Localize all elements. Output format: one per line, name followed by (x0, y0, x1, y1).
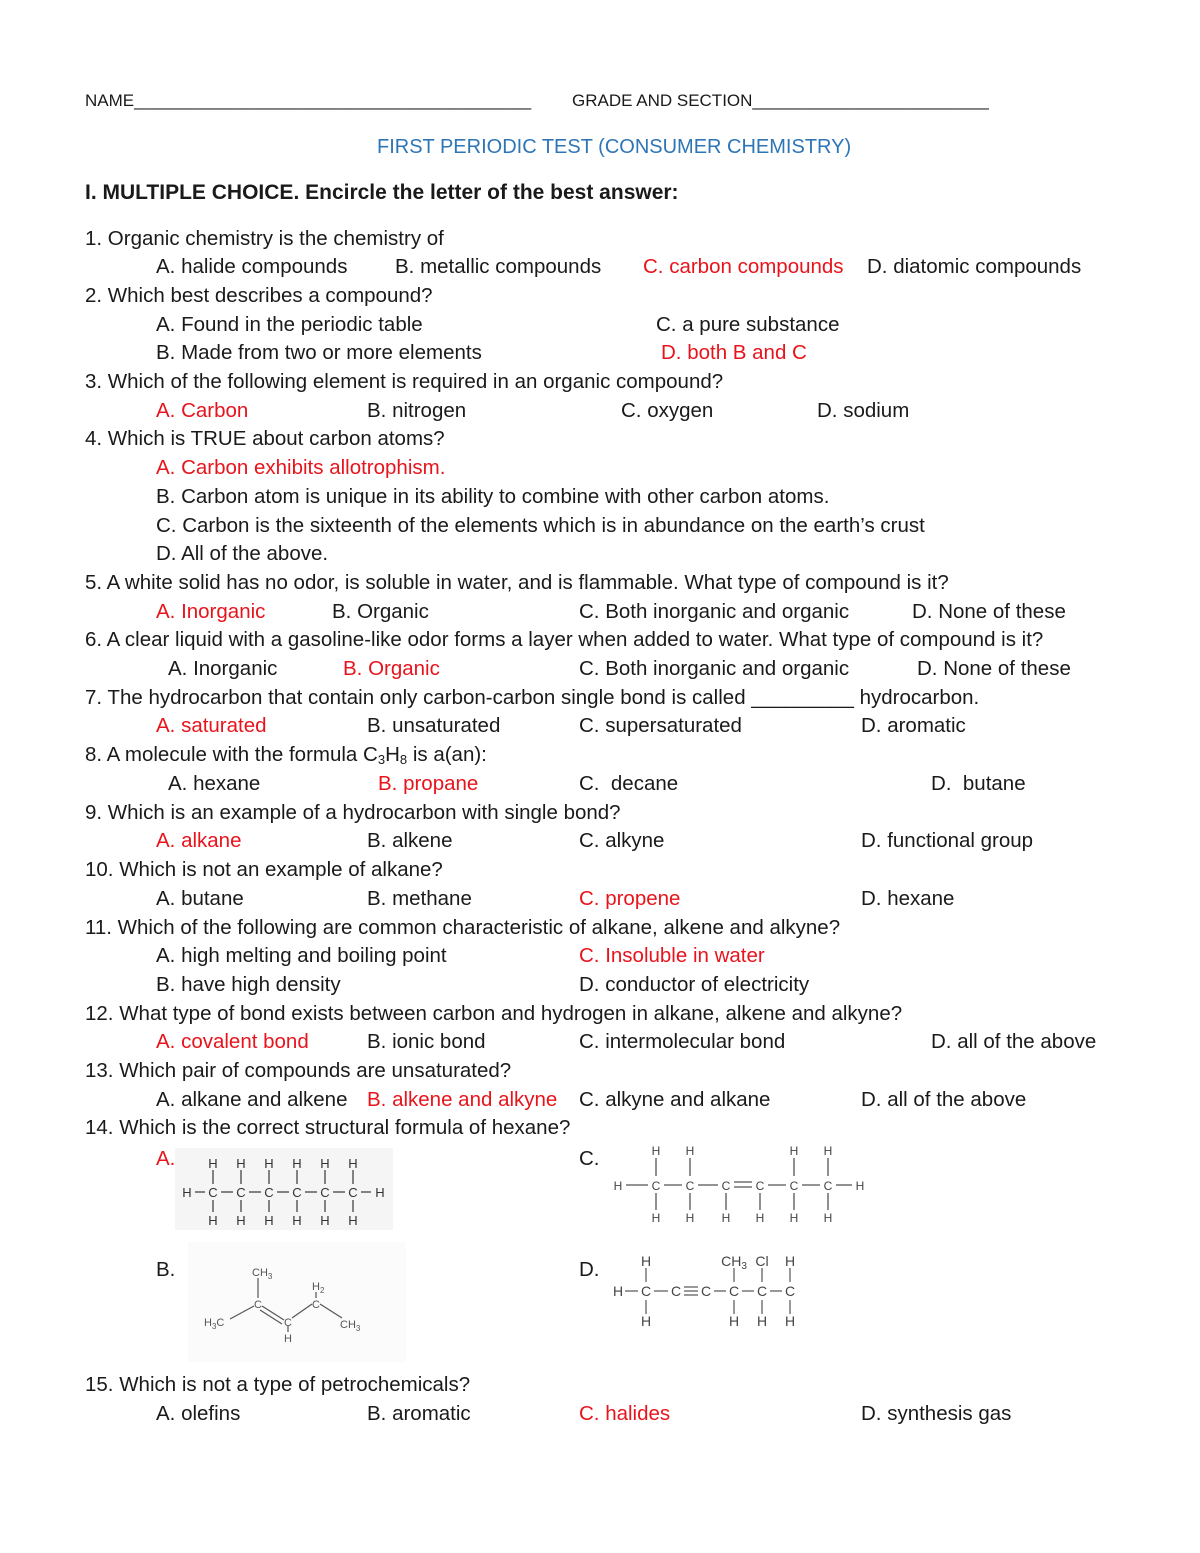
page-title: FIRST PERIODIC TEST (CONSUMER CHEMISTRY) (377, 136, 852, 158)
q4-choice-b: B. Carbon atom is unique in its ability to combine with other carbon atoms. (156, 485, 830, 508)
q12-choice-c: C. intermolecular bond (579, 1030, 786, 1053)
q10-choice-b: B. methane (367, 887, 472, 910)
atom-h: H (612, 1283, 624, 1299)
q7-choice-a: A. saturated (156, 714, 267, 737)
q4-choice-a: A. Carbon exhibits allotrophism. (156, 456, 446, 479)
grade-label: GRADE AND SECTION (572, 91, 753, 110)
question-5-stem: 5. A white solid has no odor, is soluble in water, and is flammable. What type of compound is it? (85, 571, 949, 594)
question-2-stem: 2. Which best describes a compound? (85, 284, 433, 307)
name-label: NAME (85, 91, 135, 110)
atom-c: C (755, 1179, 765, 1193)
atom-h: H (264, 1213, 274, 1228)
section-heading: I. MULTIPLE CHOICE. Encircle the letter of the best answer: (85, 181, 679, 204)
question-6-stem: 6. A clear liquid with a gasoline-like odor forms a layer when added to water. What type of compound is it? (85, 628, 1044, 651)
methyl-group-right: $CH_3$ (340, 1319, 361, 1333)
q8-sub-2: 8 (399, 752, 408, 767)
q8-choice-a: A. hexane (168, 772, 261, 795)
q4-choice-c: C. Carbon is the sixteenth of the elements which is in abundance on the earth’s crust (156, 514, 925, 537)
question-13-stem: 13. Which pair of compounds are unsaturated? (85, 1059, 512, 1082)
atom-c: C (700, 1283, 712, 1299)
atom-h: H (208, 1156, 218, 1171)
atom-h: H (348, 1213, 358, 1228)
question-12-stem: 12. What type of bond exists between carbon and hydrogen in alkane, alkene and alkyne? (85, 1002, 903, 1025)
atom-c: C (640, 1283, 652, 1299)
atom-h: H (613, 1179, 623, 1193)
atom-h: H (756, 1313, 768, 1329)
q1-choice-b: B. metallic compounds (395, 255, 602, 278)
q5-choice-c: C. Both inorganic and organic (579, 600, 850, 623)
atom-c: C (208, 1185, 218, 1200)
atom-h: H (640, 1253, 652, 1269)
q9-choice-b: B. alkene (367, 829, 453, 852)
atom-h: H (789, 1211, 799, 1225)
q13-choice-a: A. alkane and alkene (156, 1088, 348, 1111)
q12-choice-a: A. covalent bond (156, 1030, 309, 1053)
q9-choice-d: D. functional group (861, 829, 1034, 852)
q10-choice-c: C. propene (579, 887, 681, 910)
q8-stem-pre: 8. A molecule with the formula C (85, 743, 378, 766)
atom-h: H (755, 1211, 765, 1225)
atom-h: H (208, 1213, 218, 1228)
atom-h: H (651, 1144, 661, 1158)
atom-h: H (685, 1144, 695, 1158)
atom-h: H (236, 1156, 246, 1171)
q1-choice-c: C. carbon compounds (643, 255, 844, 278)
atom-h: H (728, 1313, 740, 1329)
atom-h: H (320, 1156, 330, 1171)
atom-h: H (320, 1213, 330, 1228)
atom-h: H (651, 1211, 661, 1225)
q6-choice-a: A. Inorganic (168, 657, 278, 680)
q5-choice-a: A. Inorganic (156, 600, 266, 623)
q5-choice-d: D. None of these (912, 600, 1066, 623)
atom-c: C (651, 1179, 661, 1193)
structure-c-atoms (614, 1144, 865, 1225)
chlorine-atom: Cl (755, 1253, 769, 1269)
q3-choice-a: A. Carbon (156, 399, 249, 422)
structure-a-hexane (175, 1148, 393, 1230)
atom-c: C (284, 1317, 292, 1329)
q3-choice-b: B. nitrogen (367, 399, 467, 422)
atom-h: H (348, 1156, 358, 1171)
atom-h: H (264, 1156, 274, 1171)
atom-h: H (789, 1144, 799, 1158)
atom-c: C (784, 1283, 796, 1299)
q13-choice-d: D. all of the above (861, 1088, 1027, 1111)
structure-d-chloro-alkyne (612, 1254, 808, 1328)
q6-choice-b: B. Organic (343, 657, 440, 680)
atom-c: C (756, 1283, 768, 1299)
q14-choice-d: D. (579, 1258, 600, 1281)
atom-h: H (292, 1156, 302, 1171)
q10-choice-a: A. butane (156, 887, 244, 910)
atom-c: C (320, 1185, 330, 1200)
atom-h: H (292, 1213, 302, 1228)
question-10-stem: 10. Which is not an example of alkane? (85, 858, 443, 881)
q11-choice-d: D. conductor of electricity (579, 973, 810, 996)
question-9-stem: 9. Which is an example of a hydrocarbon with single bond? (85, 801, 621, 824)
atom-h: H (823, 1211, 833, 1225)
structure-c-hexene (608, 1140, 872, 1228)
q2-choice-d: D. both B and C (661, 341, 807, 364)
atom-h: H (784, 1253, 796, 1269)
name-line (85, 88, 531, 114)
question-3-stem: 3. Which of the following element is required in an organic compound? (85, 370, 724, 393)
atom-h: H (375, 1185, 385, 1200)
q7-choice-c: C. supersaturated (579, 714, 742, 737)
atom-h: H (284, 1333, 292, 1345)
atom-h: H (855, 1179, 865, 1193)
q14-choice-b: B. (156, 1258, 176, 1281)
q11-choice-a: A. high melting and boiling point (156, 944, 447, 967)
q2-choice-b: B. Made from two or more elements (156, 341, 482, 364)
q15-choice-c: C. halides (579, 1402, 671, 1425)
grade-blank: _________________________ (752, 91, 989, 110)
atom-c: C (236, 1185, 246, 1200)
q1-choice-a: A. halide compounds (156, 255, 348, 278)
atom-c: C (728, 1283, 740, 1299)
question-14-stem: 14. Which is the correct structural formula of hexane? (85, 1116, 571, 1139)
q4-choice-d: D. All of the above. (156, 542, 329, 565)
q9-choice-a: A. alkane (156, 829, 242, 852)
q13-choice-c: C. alkyne and alkane (579, 1088, 771, 1111)
q5-choice-b: B. Organic (332, 600, 429, 623)
q8-sub-1: 3 (377, 752, 386, 767)
q15-choice-a: A. olefins (156, 1402, 241, 1425)
atom-h: H (685, 1211, 695, 1225)
atom-c: C (721, 1179, 731, 1193)
atom-c: C (292, 1185, 302, 1200)
q6-choice-c: C. Both inorganic and organic (579, 657, 850, 680)
question-7-stem: 7. The hydrocarbon that contain only carbon-carbon single bond is called _________ hydrocarbon. (85, 686, 980, 709)
q15-choice-d: D. synthesis gas (861, 1402, 1012, 1425)
q12-choice-d: D. all of the above (931, 1030, 1097, 1053)
q8-stem-mid: H (385, 743, 400, 766)
atom-c: C (348, 1185, 358, 1200)
q15-choice-b: B. aromatic (367, 1402, 471, 1425)
atom-c: C (670, 1283, 682, 1299)
atom-c: C (823, 1179, 833, 1193)
q13-choice-b: B. alkene and alkyne (367, 1088, 558, 1111)
q11-choice-b: B. have high density (156, 973, 341, 996)
question-8-stem (85, 742, 487, 768)
grade-section-line (572, 88, 989, 114)
q10-choice-d: D. hexane (861, 887, 955, 910)
q3-choice-c: C. oxygen (621, 399, 714, 422)
q11-choice-c: C. Insoluble in water (579, 944, 765, 967)
q2-choice-c: C. a pure substance (656, 313, 840, 336)
question-1-stem: 1. Organic chemistry is the chemistry of (85, 227, 444, 250)
atom-c: C (264, 1185, 274, 1200)
structure-d-atoms (613, 1253, 795, 1329)
q8-choice-c: C. decane (579, 772, 679, 795)
structure-b-branched-alkene (188, 1242, 406, 1362)
q8-choice-b: B. propane (378, 772, 479, 795)
q3-choice-d: D. sodium (817, 399, 910, 422)
atom-c: C (685, 1179, 695, 1193)
q8-choice-d: D. butane (931, 772, 1026, 795)
q9-choice-c: C. alkyne (579, 829, 665, 852)
atom-c: C (789, 1179, 799, 1193)
question-11-stem: 11. Which of the following are common characteristic of alkane, alkene and alkyne? (85, 916, 841, 939)
question-15-stem: 15. Which is not a type of petrochemicals? (85, 1373, 471, 1396)
atom-h: H (236, 1213, 246, 1228)
atom-h: H (823, 1144, 833, 1158)
q8-stem-post: is a(an): (407, 743, 487, 766)
atom-h: H (182, 1185, 192, 1200)
atom-h: H (640, 1313, 652, 1329)
structure-b-background (188, 1242, 406, 1362)
methyl-group: $CH_3$ (252, 1267, 273, 1281)
methyl-group: $CH_3$ (721, 1253, 747, 1272)
q6-choice-d: D. None of these (917, 657, 1071, 680)
q14-choice-c: C. (579, 1147, 600, 1170)
q2-choice-a: A. Found in the periodic table (156, 313, 423, 336)
q12-choice-b: B. ionic bond (367, 1030, 486, 1053)
q14-choice-a: A. (156, 1147, 176, 1170)
question-4-stem: 4. Which is TRUE about carbon atoms? (85, 427, 445, 450)
methylene-group: $H_2$ (312, 1281, 325, 1295)
methyl-group-left: $H_3C$ (204, 1317, 225, 1331)
q7-choice-b: B. unsaturated (367, 714, 501, 737)
atom-c: C (312, 1299, 320, 1311)
name-blank: __________________________________________ (134, 91, 532, 110)
atom-h: H (721, 1211, 731, 1225)
q1-choice-d: D. diatomic compounds (867, 255, 1082, 278)
atom-c: C (254, 1299, 262, 1311)
q7-choice-d: D. aromatic (861, 714, 966, 737)
atom-h: H (784, 1313, 796, 1329)
